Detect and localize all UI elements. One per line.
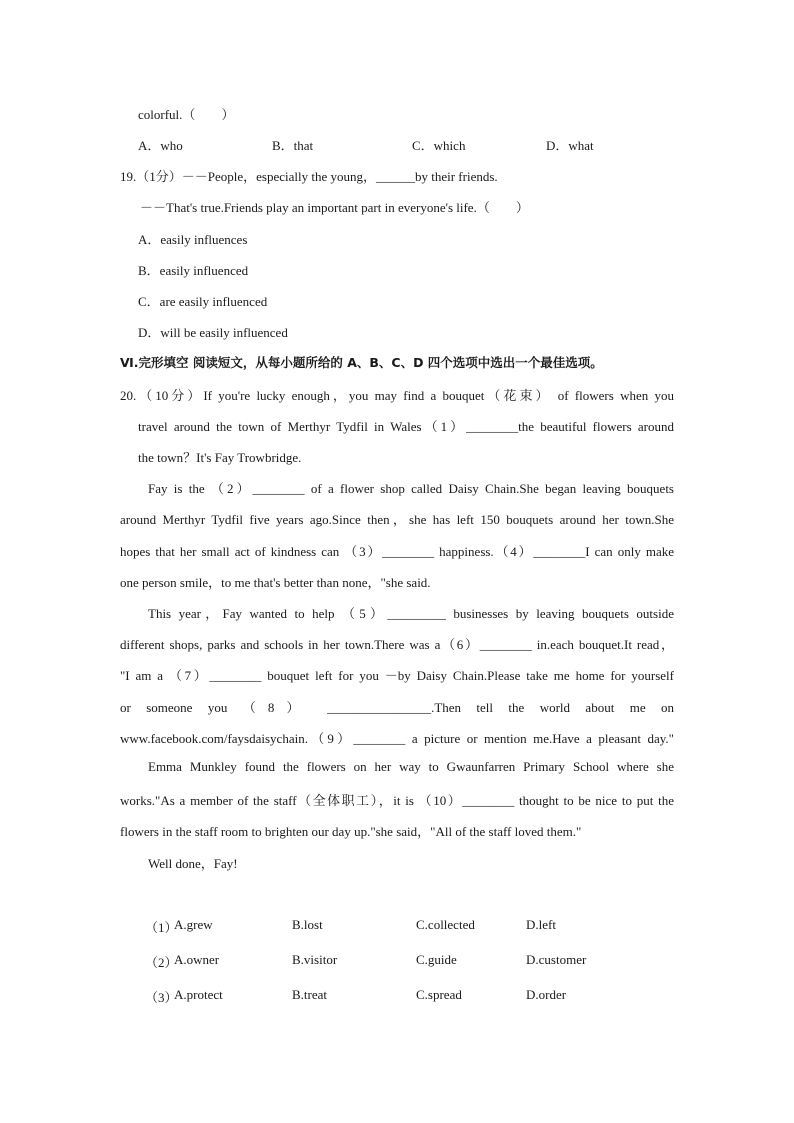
answer-row-number: （3） xyxy=(145,990,178,1005)
q18-option-a[interactable]: A．who xyxy=(138,138,183,153)
answer-option[interactable]: C.spread xyxy=(416,987,462,1002)
q19-option-d[interactable]: D．will be easily influenced xyxy=(138,325,288,340)
answer-row-number: （1） xyxy=(145,920,178,935)
passage-line: around Merthyr Tydfil five years ago.Since then，she has left 150 bouquets around her town.She xyxy=(120,512,674,527)
passage-line: 20.（10分）If you're lucky enough，you may find a bouquet（花束） of flowers when you xyxy=(120,388,674,403)
q18-option-d[interactable]: D．what xyxy=(546,138,594,153)
answer-option[interactable]: C.collected xyxy=(416,917,475,932)
answer-option[interactable]: D.left xyxy=(526,917,556,932)
answer-option[interactable]: A.owner xyxy=(174,952,220,967)
answer-option[interactable]: A.protect xyxy=(174,987,223,1002)
answer-option[interactable]: D.order xyxy=(526,987,567,1002)
passage-line: one person smile，to me that's better than none，"she said. xyxy=(120,575,431,590)
answer-row-number: （2） xyxy=(145,955,178,970)
q19-option-c[interactable]: C．are easily influenced xyxy=(138,294,268,309)
passage-line: Fay is the （2）________ of a flower shop called Daisy Chain.She began leaving bouquets xyxy=(148,481,674,496)
section-heading: Ⅵ.完形填空 阅读短文，从每小题所给的 A、B、C、D 四个选项中选出一个最佳选项。 xyxy=(120,355,603,370)
answer-option[interactable]: C.guide xyxy=(416,952,457,967)
passage-line: hopes that her small act of kindness can （3）________ happiness.（4）________I can only make xyxy=(120,544,674,559)
answer-option[interactable]: B.lost xyxy=(292,917,323,932)
q19-option-b[interactable]: B．easily influenced xyxy=(138,263,249,278)
passage-line: the town？It's Fay Trowbridge. xyxy=(138,450,302,465)
passage-line: Well done，Fay! xyxy=(148,856,238,871)
passage-line: "I am a （7）________ bouquet left for you －by Daisy Chain.Please take me home for yourself xyxy=(120,668,674,683)
q19-question: 19.（1分）－－People，especially the young，______by their friends. xyxy=(120,169,498,184)
passage-line: travel around the town of Merthyr Tydfil in Wales（1）________the beautiful flowers around xyxy=(138,419,674,434)
q19-reply: －－That's true.Friends play an important part in everyone's life.（ ） xyxy=(140,200,529,215)
q18-option-c[interactable]: C．which xyxy=(412,138,466,153)
passage-line: www.facebook.com/faysdaisychain.（9）________ a picture or mention me.Have a pleasant day." xyxy=(120,731,674,746)
passage-line: This year，Fay wanted to help （5）_________ businesses by leaving bouquets outside xyxy=(148,606,674,621)
answer-option[interactable]: D.customer xyxy=(526,952,587,967)
passage-line: flowers in the staff room to brighten our day up."she said，"All of the staff loved them." xyxy=(120,824,582,839)
passage-line: or someone you （8） ________________.Then tell the world about me on xyxy=(120,700,674,715)
answer-option[interactable]: B.visitor xyxy=(292,952,338,967)
answer-option[interactable]: A.grew xyxy=(174,917,213,932)
q18-option-b[interactable]: B．that xyxy=(272,138,314,153)
passage-line: different shops, parks and schools in her town.There was a（6）________ in.each bouquet.It read， xyxy=(120,637,674,652)
q19-option-a[interactable]: A．easily influences xyxy=(138,232,248,247)
passage-line: Emma Munkley found the flowers on her way to Gwaunfarren Primary School where she xyxy=(148,759,674,774)
q18-stem-tail: colorful.（ ） xyxy=(138,107,235,122)
passage-line: works."As a member of the staff（全体职工），it is （10）________ thought to be nice to put the xyxy=(120,793,674,808)
answer-option[interactable]: B.treat xyxy=(292,987,328,1002)
